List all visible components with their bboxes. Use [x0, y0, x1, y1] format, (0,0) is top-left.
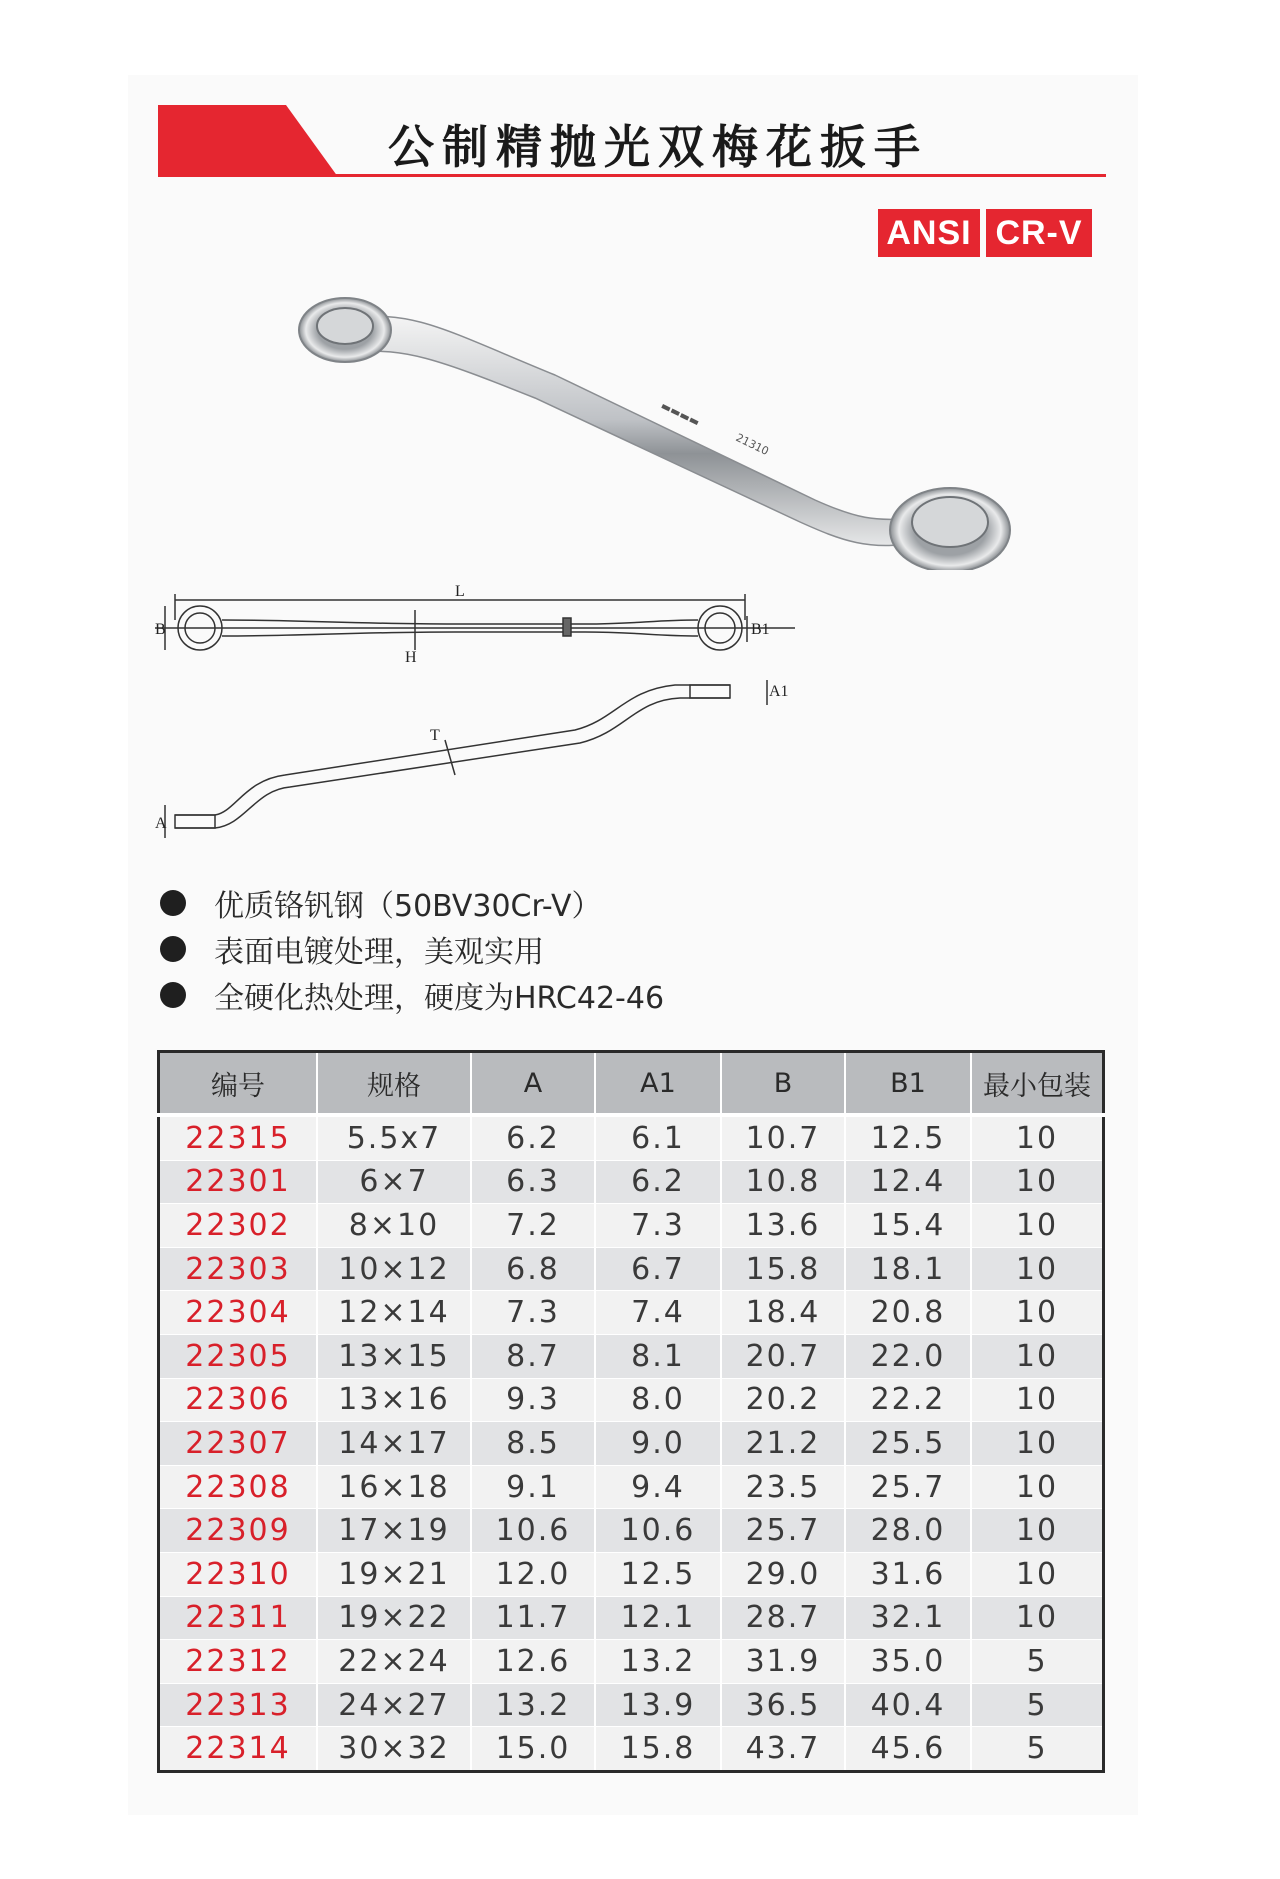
cell-a: 12.0 [471, 1552, 595, 1596]
cell-a1: 13.2 [595, 1640, 721, 1684]
cell-code: 22303 [159, 1247, 318, 1291]
ansi-badge: ANSI [878, 209, 980, 257]
cell-min-pack: 10 [971, 1204, 1104, 1248]
cell-min-pack: 5 [971, 1727, 1104, 1772]
cell-a: 7.2 [471, 1204, 595, 1248]
label-H: H [405, 649, 417, 666]
cell-min-pack: 10 [971, 1291, 1104, 1335]
cell-a1: 6.1 [595, 1115, 721, 1160]
cell-code: 22314 [159, 1727, 318, 1772]
table-row [159, 1291, 1104, 1335]
cell-b1: 20.8 [845, 1291, 971, 1335]
cell-size: 22×24 [317, 1640, 471, 1684]
table-row [159, 1334, 1104, 1378]
cell-size: 13×16 [317, 1378, 471, 1422]
feature-item [160, 926, 664, 972]
cell-a: 10.6 [471, 1509, 595, 1553]
cell-b1: 25.7 [845, 1465, 971, 1509]
cell-code: 22311 [159, 1596, 318, 1640]
bullet-icon [160, 890, 186, 916]
cell-a: 13.2 [471, 1683, 595, 1727]
cell-size: 8×10 [317, 1204, 471, 1248]
cell-a1: 15.8 [595, 1727, 721, 1772]
cell-a: 6.3 [471, 1160, 595, 1204]
feature-list [160, 880, 664, 1018]
cell-min-pack: 10 [971, 1596, 1104, 1640]
cell-a: 15.0 [471, 1727, 595, 1772]
cell-b1: 32.1 [845, 1596, 971, 1640]
cell-size: 6×7 [317, 1160, 471, 1204]
cell-code: 22313 [159, 1683, 318, 1727]
label-L: L [455, 583, 465, 600]
cell-b: 13.6 [721, 1204, 845, 1248]
cell-size: 14×17 [317, 1422, 471, 1466]
technical-drawing [155, 580, 815, 860]
cell-a: 8.5 [471, 1422, 595, 1466]
cell-size: 16×18 [317, 1465, 471, 1509]
cell-code: 22302 [159, 1204, 318, 1248]
cell-size: 19×21 [317, 1552, 471, 1596]
table-row [159, 1596, 1104, 1640]
cell-b1: 18.1 [845, 1247, 971, 1291]
cell-b1: 22.0 [845, 1334, 971, 1378]
cell-min-pack: 10 [971, 1160, 1104, 1204]
cell-size: 19×22 [317, 1596, 471, 1640]
cell-b: 36.5 [721, 1683, 845, 1727]
cell-a1: 7.4 [595, 1291, 721, 1335]
table-row [159, 1509, 1104, 1553]
title-bar [158, 105, 1106, 177]
cell-code: 22305 [159, 1334, 318, 1378]
header-b: B [721, 1052, 845, 1116]
cell-b1: 12.4 [845, 1160, 971, 1204]
feature-text: 优质铬钒钢（50BV30Cr-V） [214, 889, 602, 924]
cell-b1: 35.0 [845, 1640, 971, 1684]
cell-min-pack: 10 [971, 1115, 1104, 1160]
cell-min-pack: 5 [971, 1683, 1104, 1727]
cell-b1: 12.5 [845, 1115, 971, 1160]
cell-min-pack: 10 [971, 1378, 1104, 1422]
header-min-pack: 最小包装 [971, 1052, 1104, 1116]
cell-size: 5.5x7 [317, 1115, 471, 1160]
cell-a1: 9.0 [595, 1422, 721, 1466]
cell-code: 22301 [159, 1160, 318, 1204]
label-A: A [155, 815, 167, 832]
cell-size: 10×12 [317, 1247, 471, 1291]
table-row [159, 1160, 1104, 1204]
feature-text: 全硬化热处理，硬度为HRC42-46 [214, 981, 665, 1016]
cell-b: 29.0 [721, 1552, 845, 1596]
cell-b1: 25.5 [845, 1422, 971, 1466]
spec-table [157, 1050, 1105, 1773]
table-row [159, 1552, 1104, 1596]
table-row [159, 1683, 1104, 1727]
table-row [159, 1465, 1104, 1509]
cell-b: 25.7 [721, 1509, 845, 1553]
label-B: B [155, 621, 166, 638]
cell-a1: 8.0 [595, 1378, 721, 1422]
cell-a1: 6.7 [595, 1247, 721, 1291]
cell-b1: 45.6 [845, 1727, 971, 1772]
table-header-row [159, 1052, 1104, 1116]
label-A1: A1 [769, 683, 789, 700]
cell-a: 7.3 [471, 1291, 595, 1335]
label-B1: B1 [751, 621, 770, 638]
table-row [159, 1378, 1104, 1422]
cell-min-pack: 5 [971, 1640, 1104, 1684]
cell-a1: 12.5 [595, 1552, 721, 1596]
cell-a: 9.1 [471, 1465, 595, 1509]
cell-b1: 22.2 [845, 1378, 971, 1422]
bullet-icon [160, 982, 186, 1008]
bullet-icon [160, 936, 186, 962]
cell-b: 21.2 [721, 1422, 845, 1466]
cell-b1: 40.4 [845, 1683, 971, 1727]
cell-b: 20.7 [721, 1334, 845, 1378]
cell-size: 30×32 [317, 1727, 471, 1772]
cell-size: 12×14 [317, 1291, 471, 1335]
cell-code: 22312 [159, 1640, 318, 1684]
cell-b: 20.2 [721, 1378, 845, 1422]
page-title: 公制精抛光双梅花扳手 [388, 120, 928, 174]
cell-min-pack: 10 [971, 1552, 1104, 1596]
header-b1: B1 [845, 1052, 971, 1116]
cell-a: 9.3 [471, 1378, 595, 1422]
cell-a: 8.7 [471, 1334, 595, 1378]
cell-b: 10.8 [721, 1160, 845, 1204]
product-marking: 21310 [733, 431, 771, 459]
table-row [159, 1640, 1104, 1684]
cell-min-pack: 10 [971, 1247, 1104, 1291]
feature-item [160, 880, 664, 926]
feature-text: 表面电镀处理，美观实用 [214, 935, 544, 970]
cell-code: 22309 [159, 1509, 318, 1553]
cell-a1: 8.1 [595, 1334, 721, 1378]
cell-a: 11.7 [471, 1596, 595, 1640]
cell-code: 22308 [159, 1465, 318, 1509]
header-code: 编号 [159, 1052, 318, 1116]
cell-code: 22315 [159, 1115, 318, 1160]
cell-a: 6.8 [471, 1247, 595, 1291]
feature-item [160, 972, 664, 1018]
cell-min-pack: 10 [971, 1334, 1104, 1378]
cell-code: 22310 [159, 1552, 318, 1596]
cell-b: 31.9 [721, 1640, 845, 1684]
cell-b: 10.7 [721, 1115, 845, 1160]
crv-badge: CR-V [986, 209, 1092, 257]
table-row [159, 1247, 1104, 1291]
cell-a1: 9.4 [595, 1465, 721, 1509]
cell-size: 17×19 [317, 1509, 471, 1553]
svg-text:▬▬▬▬: ▬▬▬▬ [658, 399, 702, 429]
cell-size: 24×27 [317, 1683, 471, 1727]
cell-b: 15.8 [721, 1247, 845, 1291]
cell-size: 13×15 [317, 1334, 471, 1378]
table-body [159, 1115, 1104, 1771]
cell-a: 6.2 [471, 1115, 595, 1160]
cell-b: 18.4 [721, 1291, 845, 1335]
title-accent-shape [158, 105, 338, 177]
cell-code: 22306 [159, 1378, 318, 1422]
table-row [159, 1727, 1104, 1772]
cell-code: 22307 [159, 1422, 318, 1466]
cell-a1: 13.9 [595, 1683, 721, 1727]
cell-min-pack: 10 [971, 1509, 1104, 1553]
cell-b: 43.7 [721, 1727, 845, 1772]
cell-min-pack: 10 [971, 1465, 1104, 1509]
cell-a1: 12.1 [595, 1596, 721, 1640]
wrench-photo [295, 290, 1015, 570]
header-size: 规格 [317, 1052, 471, 1116]
cell-code: 22304 [159, 1291, 318, 1335]
cell-min-pack: 10 [971, 1422, 1104, 1466]
cell-b1: 31.6 [845, 1552, 971, 1596]
table-row [159, 1115, 1104, 1160]
table-row [159, 1422, 1104, 1466]
cell-a1: 7.3 [595, 1204, 721, 1248]
cell-b: 23.5 [721, 1465, 845, 1509]
cell-a: 12.6 [471, 1640, 595, 1684]
table-row [159, 1204, 1104, 1248]
cell-b1: 15.4 [845, 1204, 971, 1248]
header-a: A [471, 1052, 595, 1116]
cell-b1: 28.0 [845, 1509, 971, 1553]
label-T: T [430, 727, 440, 744]
cell-a1: 6.2 [595, 1160, 721, 1204]
standards-badges [878, 209, 1092, 257]
cell-a1: 10.6 [595, 1509, 721, 1553]
cell-b: 28.7 [721, 1596, 845, 1640]
header-a1: A1 [595, 1052, 721, 1116]
